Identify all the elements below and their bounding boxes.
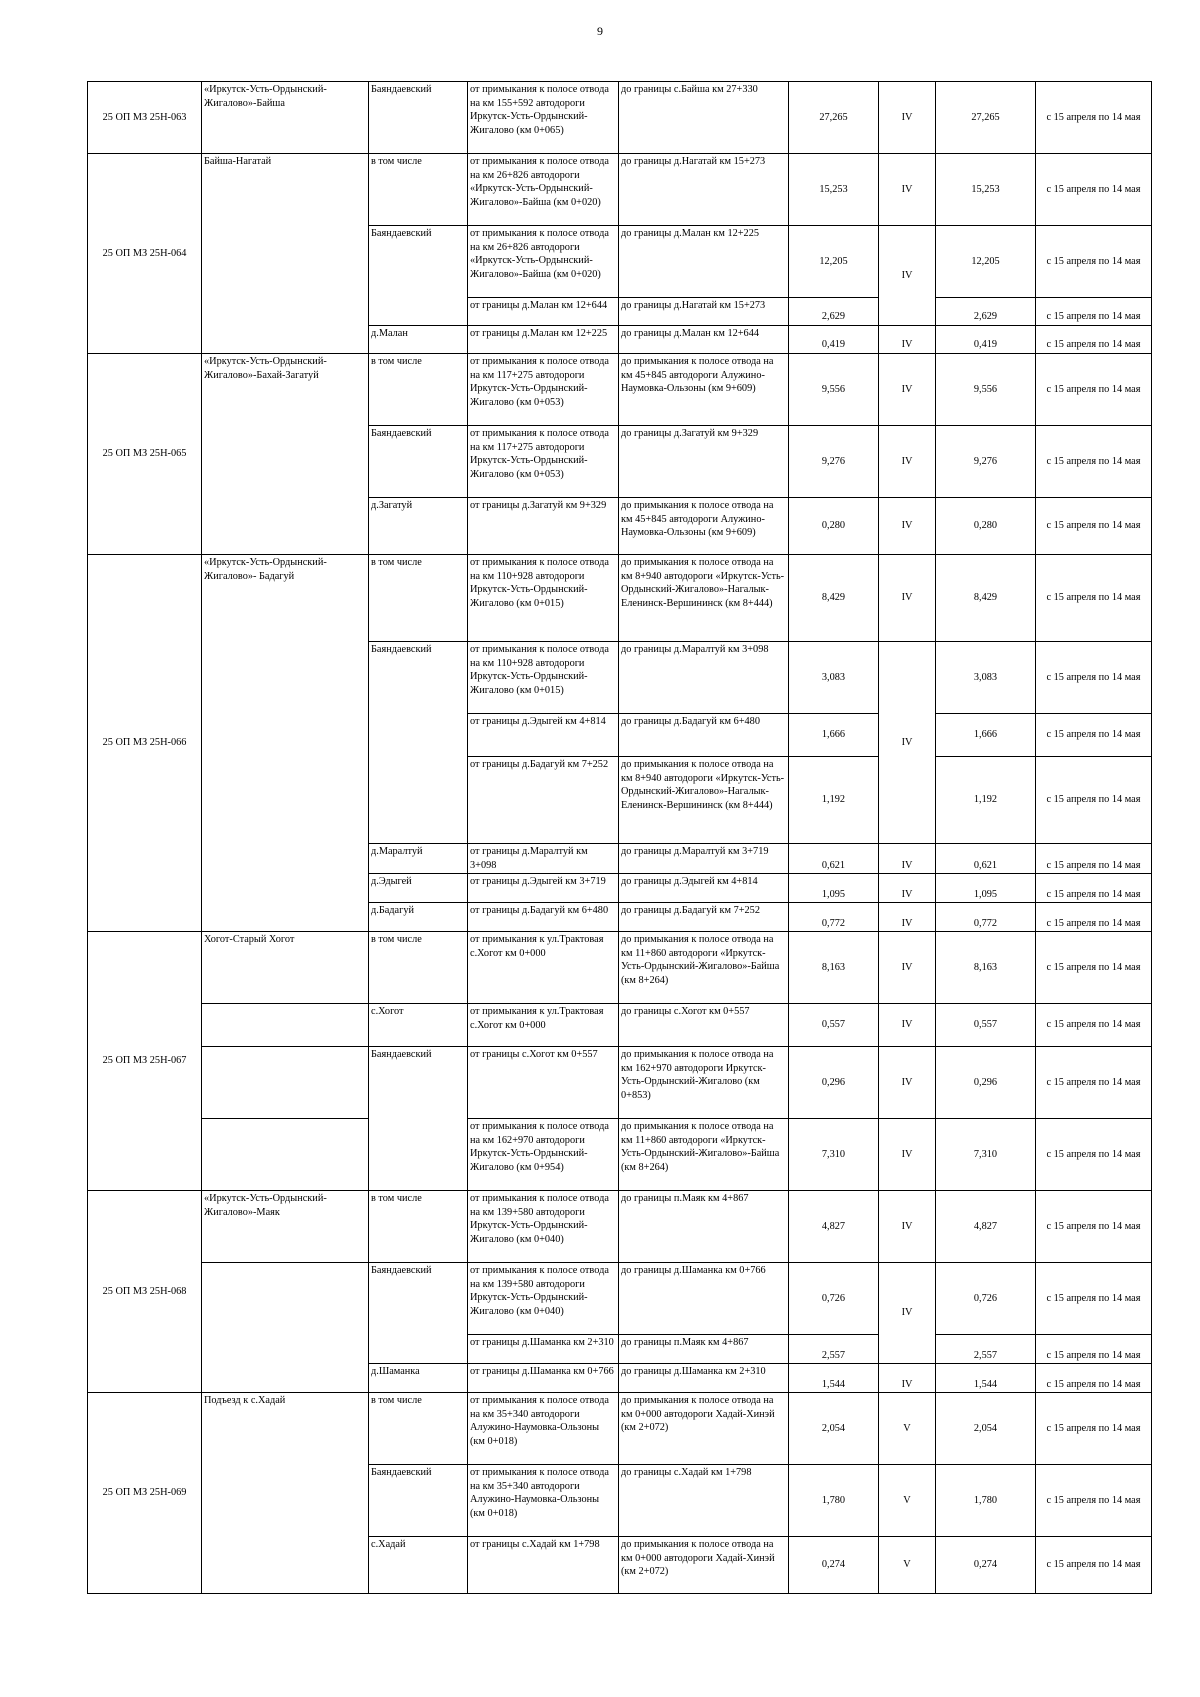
category: IV [879, 1004, 936, 1047]
district: д.Загатуй [369, 498, 468, 555]
segment-to: до границы д.Бадагуй км 6+480 [619, 714, 789, 757]
category: IV [879, 226, 936, 326]
road-code: 25 ОП МЗ 25Н-067 [88, 932, 202, 1191]
restricted-length: 1,780 [936, 1465, 1036, 1537]
table-row [88, 1004, 1152, 1047]
category: IV [879, 82, 936, 154]
restriction-period: с 15 апреля по 14 мая [1036, 1263, 1152, 1335]
segment-to: до границы п.Маяк км 4+867 [619, 1191, 789, 1263]
segment-to: до границы д.Малан км 12+644 [619, 326, 789, 354]
segment-to: до примыкания к полосе отвода на км 11+860 автодороги «Иркутск-Усть-Ордынский-Жигалово»-Байша (км 8+264) [619, 932, 789, 1004]
segment-from: от примыкания к полосе отвода на км 110+928 автодороги Иркутск-Усть-Ордынский-Жигалово (км 0+015) [468, 555, 619, 642]
segment-to: до примыкания к полосе отвода на км 0+000 автодороги Хадай-Хинэй (км 2+072) [619, 1537, 789, 1594]
restriction-period: с 15 апреля по 14 мая [1036, 1465, 1152, 1537]
segment-from: от примыкания к полосе отвода на км 26+826 автодороги «Иркутск-Усть-Ордынский-Жигалово»-Байша (км 0+020) [468, 226, 619, 298]
length: 0,726 [789, 1263, 879, 1335]
restricted-length: 0,621 [936, 844, 1036, 874]
restriction-period: с 15 апреля по 14 мая [1036, 1191, 1152, 1263]
table-row [88, 1393, 1152, 1465]
restriction-period: с 15 апреля по 14 мая [1036, 1335, 1152, 1364]
segment-from: от примыкания к ул.Трактовая с.Хогот км 0+000 [468, 1004, 619, 1047]
table-row [88, 82, 1152, 154]
segment-to: до границы д.Эдыгей км 4+814 [619, 874, 789, 903]
restricted-length: 1,666 [936, 714, 1036, 757]
category: IV [879, 932, 936, 1004]
table-row [88, 154, 1152, 226]
road-code: 25 ОП МЗ 25Н-069 [88, 1393, 202, 1594]
restricted-length: 15,253 [936, 154, 1036, 226]
category: IV [879, 1263, 936, 1364]
category: IV [879, 1047, 936, 1119]
empty-cell [202, 1047, 369, 1119]
category: IV [879, 354, 936, 426]
segment-from: от примыкания к полосе отвода на км 35+340 автодороги Алужино-Наумовка-Ользоны (км 0+018) [468, 1393, 619, 1465]
district: Баяндаевский [369, 1263, 468, 1364]
restriction-period: с 15 апреля по 14 мая [1036, 757, 1152, 844]
category: IV [879, 1119, 936, 1191]
segment-from: от границы д.Загатуй км 9+329 [468, 498, 619, 555]
category: IV [879, 326, 936, 354]
district: в том числе [369, 1393, 468, 1465]
segment-from: от примыкания к полосе отвода на км 139+580 автодороги Иркутск-Усть-Ордынский-Жигалово (км 0+040) [468, 1191, 619, 1263]
length: 8,163 [789, 932, 879, 1004]
length: 1,192 [789, 757, 879, 844]
category: IV [879, 642, 936, 844]
category: IV [879, 1191, 936, 1263]
district: в том числе [369, 555, 468, 642]
segment-from: от границы д.Шаманка км 2+310 [468, 1335, 619, 1364]
district: Баяндаевский [369, 1465, 468, 1537]
length: 27,265 [789, 82, 879, 154]
length: 15,253 [789, 154, 879, 226]
restricted-length: 12,205 [936, 226, 1036, 298]
length: 4,827 [789, 1191, 879, 1263]
restriction-period: с 15 апреля по 14 мая [1036, 903, 1152, 932]
restricted-length: 0,296 [936, 1047, 1036, 1119]
table-row [88, 1047, 1152, 1119]
length: 1,780 [789, 1465, 879, 1537]
category: V [879, 1393, 936, 1465]
length: 1,095 [789, 874, 879, 903]
segment-from: от границы д.Маралтуй км 3+098 [468, 844, 619, 874]
road-code: 25 ОП МЗ 25Н-064 [88, 154, 202, 354]
district: Баяндаевский [369, 1047, 468, 1191]
segment-from: от границы д.Малан км 12+644 [468, 298, 619, 326]
road-name: «Иркутск-Усть-Ордынский-Жигалово»-Байша [202, 82, 369, 154]
restriction-period: с 15 апреля по 14 мая [1036, 354, 1152, 426]
segment-to: до границы п.Маяк км 4+867 [619, 1335, 789, 1364]
restricted-length: 0,280 [936, 498, 1036, 555]
restricted-length: 0,274 [936, 1537, 1036, 1594]
restricted-length: 8,429 [936, 555, 1036, 642]
restricted-length: 4,827 [936, 1191, 1036, 1263]
road-name: Подъезд к с.Хадай [202, 1393, 369, 1594]
district: д.Малан [369, 326, 468, 354]
category: V [879, 1465, 936, 1537]
length: 7,310 [789, 1119, 879, 1191]
restricted-length: 0,726 [936, 1263, 1036, 1335]
road-name: «Иркутск-Усть-Ордынский-Жигалово»- Бадагуй [202, 555, 369, 932]
table-row [88, 1119, 1152, 1191]
length: 0,274 [789, 1537, 879, 1594]
category: IV [879, 555, 936, 642]
segment-to: до примыкания к полосе отвода на км 8+940 автодороги «Иркутск-Усть-Ордынский-Жигалово»-Нагалык-Еленинск-Вершининск (км 8+444) [619, 757, 789, 844]
category: IV [879, 426, 936, 498]
segment-to: до границы с.Байша км 27+330 [619, 82, 789, 154]
district: д.Маралтуй [369, 844, 468, 874]
district: д.Шаманка [369, 1364, 468, 1393]
road-restrictions-table [87, 81, 1152, 1594]
segment-to: до границы д.Шаманка км 2+310 [619, 1364, 789, 1393]
length: 8,429 [789, 555, 879, 642]
segment-to: до примыкания к полосе отвода на км 45+845 автодороги Алужино-Наумовка-Ользоны (км 9+609) [619, 354, 789, 426]
category: IV [879, 1364, 936, 1393]
restriction-period: с 15 апреля по 14 мая [1036, 1537, 1152, 1594]
segment-from: от примыкания к полосе отвода на км 26+826 автодороги «Иркутск-Усть-Ордынский-Жигалово»-Байша (км 0+020) [468, 154, 619, 226]
length: 1,544 [789, 1364, 879, 1393]
length: 0,621 [789, 844, 879, 874]
segment-from: от примыкания к полосе отвода на км 162+970 автодороги Иркутск-Усть-Ордынский-Жигалово (км 0+954) [468, 1119, 619, 1191]
segment-to: до границы с.Хадай км 1+798 [619, 1465, 789, 1537]
road-code: 25 ОП МЗ 25Н-068 [88, 1191, 202, 1393]
segment-from: от границы д.Шаманка км 0+766 [468, 1364, 619, 1393]
category: IV [879, 903, 936, 932]
length: 0,419 [789, 326, 879, 354]
length: 3,083 [789, 642, 879, 714]
empty-cell [202, 1004, 369, 1047]
segment-to: до границы д.Бадагуй км 7+252 [619, 903, 789, 932]
segment-to: до границы д.Шаманка км 0+766 [619, 1263, 789, 1335]
length: 2,629 [789, 298, 879, 326]
road-name: «Иркутск-Усть-Ордынский-Жигалово»-Бахай-Загатуй [202, 354, 369, 555]
table-row [88, 932, 1152, 1004]
restriction-period: с 15 апреля по 14 мая [1036, 714, 1152, 757]
segment-from: от границы д.Бадагуй км 7+252 [468, 757, 619, 844]
length: 0,557 [789, 1004, 879, 1047]
restricted-length: 2,557 [936, 1335, 1036, 1364]
district: в том числе [369, 932, 468, 1004]
length: 1,666 [789, 714, 879, 757]
segment-from: от примыкания к полосе отвода на км 155+592 автодороги Иркутск-Усть-Ордынский-Жигалово (км 0+065) [468, 82, 619, 154]
road-code: 25 ОП МЗ 25Н-065 [88, 354, 202, 555]
restriction-period: с 15 апреля по 14 мая [1036, 1119, 1152, 1191]
restricted-length: 0,557 [936, 1004, 1036, 1047]
restriction-period: с 15 апреля по 14 мая [1036, 555, 1152, 642]
district: в том числе [369, 154, 468, 226]
district: д.Эдыгей [369, 874, 468, 903]
segment-to: до примыкания к полосе отвода на км 0+000 автодороги Хадай-Хинэй (км 2+072) [619, 1393, 789, 1465]
restriction-period: с 15 апреля по 14 мая [1036, 874, 1152, 903]
segment-to: до границы д.Нагатай км 15+273 [619, 298, 789, 326]
restriction-period: с 15 апреля по 14 мая [1036, 1364, 1152, 1393]
restriction-period: с 15 апреля по 14 мая [1036, 1004, 1152, 1047]
restriction-period: с 15 апреля по 14 мая [1036, 1393, 1152, 1465]
segment-from: от границы д.Бадагуй км 6+480 [468, 903, 619, 932]
district: в том числе [369, 354, 468, 426]
restricted-length: 2,054 [936, 1393, 1036, 1465]
segment-to: до примыкания к полосе отвода на км 45+845 автодороги Алужино-Наумовка-Ользоны (км 9+609) [619, 498, 789, 555]
table-row [88, 555, 1152, 642]
road-code: 25 ОП МЗ 25Н-066 [88, 555, 202, 932]
empty-cell [202, 1119, 369, 1191]
segment-from: от примыкания к ул.Трактовая с.Хогот км 0+000 [468, 932, 619, 1004]
district: с.Хадай [369, 1537, 468, 1594]
district: д.Бадагуй [369, 903, 468, 932]
restricted-length: 0,419 [936, 326, 1036, 354]
category: IV [879, 154, 936, 226]
category: IV [879, 874, 936, 903]
segment-to: до примыкания к полосе отвода на км 11+860 автодороги «Иркутск-Усть-Ордынский-Жигалово»-Байша (км 8+264) [619, 1119, 789, 1191]
segment-from: от примыкания к полосе отвода на км 117+275 автодороги Иркутск-Усть-Ордынский-Жигалово (км 0+053) [468, 354, 619, 426]
length: 9,556 [789, 354, 879, 426]
district: в том числе [369, 1191, 468, 1263]
segment-to: до границы д.Маралтуй км 3+719 [619, 844, 789, 874]
restricted-length: 1,544 [936, 1364, 1036, 1393]
segment-from: от примыкания к полосе отвода на км 117+275 автодороги Иркутск-Усть-Ордынский-Жигалово (км 0+053) [468, 426, 619, 498]
restricted-length: 1,192 [936, 757, 1036, 844]
restricted-length: 9,276 [936, 426, 1036, 498]
length: 9,276 [789, 426, 879, 498]
segment-from: от границы д.Эдыгей км 3+719 [468, 874, 619, 903]
length: 0,296 [789, 1047, 879, 1119]
length: 0,772 [789, 903, 879, 932]
restriction-period: с 15 апреля по 14 мая [1036, 498, 1152, 555]
table-row [88, 1263, 1152, 1335]
restriction-period: с 15 апреля по 14 мая [1036, 844, 1152, 874]
restricted-length: 1,095 [936, 874, 1036, 903]
road-name: Хогот-Старый Хогот [202, 932, 369, 1004]
road-name: «Иркутск-Усть-Ордынский-Жигалово»-Маяк [202, 1191, 369, 1263]
district: Баяндаевский [369, 642, 468, 844]
segment-to: до границы д.Маралтуй км 3+098 [619, 642, 789, 714]
restriction-period: с 15 апреля по 14 мая [1036, 426, 1152, 498]
segment-from: от границы с.Хадай км 1+798 [468, 1537, 619, 1594]
segment-to: до границы с.Хогот км 0+557 [619, 1004, 789, 1047]
restriction-period: с 15 апреля по 14 мая [1036, 154, 1152, 226]
restricted-length: 3,083 [936, 642, 1036, 714]
road-code: 25 ОП МЗ 25Н-063 [88, 82, 202, 154]
restriction-period: с 15 апреля по 14 мая [1036, 226, 1152, 298]
restriction-period: с 15 апреля по 14 мая [1036, 298, 1152, 326]
restricted-length: 8,163 [936, 932, 1036, 1004]
restricted-length: 9,556 [936, 354, 1036, 426]
segment-from: от границы д.Эдыгей км 4+814 [468, 714, 619, 757]
segment-from: от примыкания к полосе отвода на км 35+340 автодороги Алужино-Наумовка-Ользоны (км 0+018) [468, 1465, 619, 1537]
restricted-length: 0,772 [936, 903, 1036, 932]
restricted-length: 2,629 [936, 298, 1036, 326]
segment-from: от примыкания к полосе отвода на км 110+928 автодороги Иркутск-Усть-Ордынский-Жигалово (км 0+015) [468, 642, 619, 714]
district: Баяндаевский [369, 426, 468, 498]
road-name: Байша-Нагатай [202, 154, 369, 354]
length: 2,557 [789, 1335, 879, 1364]
restriction-period: с 15 апреля по 14 мая [1036, 932, 1152, 1004]
segment-to: до примыкания к полосе отвода на км 162+970 автодороги Иркутск-Усть-Ордынский-Жигалово (км 0+853) [619, 1047, 789, 1119]
district: Баяндаевский [369, 226, 468, 326]
category: V [879, 1537, 936, 1594]
restricted-length: 27,265 [936, 82, 1036, 154]
segment-to: до границы д.Нагатай км 15+273 [619, 154, 789, 226]
restriction-period: с 15 апреля по 14 мая [1036, 326, 1152, 354]
length: 0,280 [789, 498, 879, 555]
restriction-period: с 15 апреля по 14 мая [1036, 82, 1152, 154]
table-row [88, 354, 1152, 426]
segment-from: от примыкания к полосе отвода на км 139+580 автодороги Иркутск-Усть-Ордынский-Жигалово (км 0+040) [468, 1263, 619, 1335]
district: с.Хогот [369, 1004, 468, 1047]
segment-to: до границы д.Малан км 12+225 [619, 226, 789, 298]
district: Баяндаевский [369, 82, 468, 154]
restricted-length: 7,310 [936, 1119, 1036, 1191]
table-row [88, 1191, 1152, 1263]
page-number: 9 [597, 24, 603, 38]
segment-to: до примыкания к полосе отвода на км 8+940 автодороги «Иркутск-Усть-Ордынский-Жигалово»-Нагалык-Еленинск-Вершининск (км 8+444) [619, 555, 789, 642]
segment-to: до границы д.Загатуй км 9+329 [619, 426, 789, 498]
empty-cell [202, 1263, 369, 1393]
restriction-period: с 15 апреля по 14 мая [1036, 642, 1152, 714]
category: IV [879, 498, 936, 555]
restriction-period: с 15 апреля по 14 мая [1036, 1047, 1152, 1119]
segment-from: от границы с.Хогот км 0+557 [468, 1047, 619, 1119]
length: 2,054 [789, 1393, 879, 1465]
category: IV [879, 844, 936, 874]
length: 12,205 [789, 226, 879, 298]
segment-from: от границы д.Малан км 12+225 [468, 326, 619, 354]
